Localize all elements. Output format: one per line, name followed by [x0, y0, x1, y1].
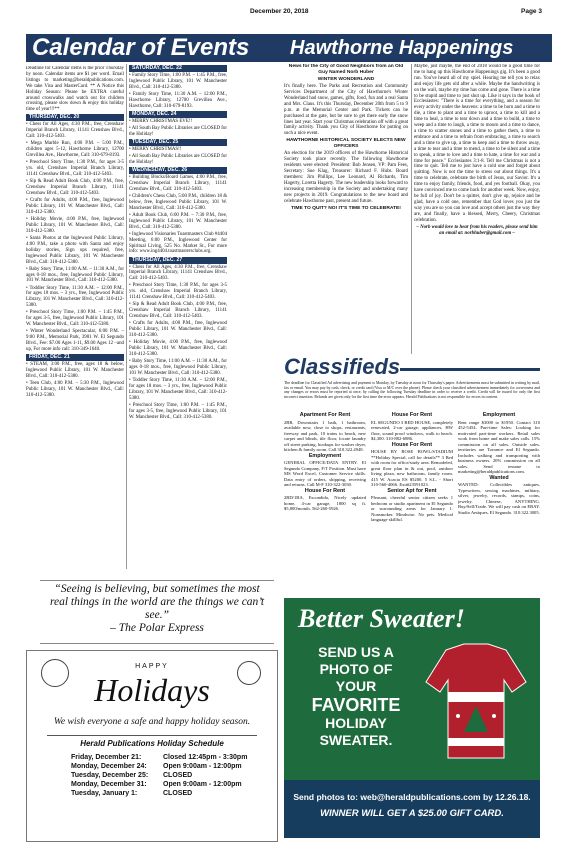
event-item: • Chess for All Ages, 4:30 P.M., free, Crenshaw Imperial Branch Library, 11141 Crenshaw Blvd., Call: 310-412-5403. — [26, 122, 124, 140]
classified-col-1 — [284, 412, 366, 587]
ad-body: 2BR, Downstairs 1 bath, 1 bathroom, available now, close to shops, restaurants, freeway and park, 10 trains to beach, new carpet and blinds, tile floor, locate laundry off street parking, hookups for washer dryer, kitchen & family room. Call 310.322.4948. — [284, 419, 366, 452]
article-paragraph: It's finally here. The Parks and Recreation and Community Services Department of the City of Hawthorne's Winter Wonderland had snow, games, gifts, food, fun and a real Santa and Mrs. Claus. It's this Thursday, December 20th from 5 to 9 p.m. at the Memorial Center and Park. Tickets can be purchased at the gate, but be sure to get there early the snow lines last year. Start your Christmas celebration off with a great family activity. Thank you City of Hawthorne for putting on such a nice event. — [284, 84, 408, 137]
snowflake-icon — [456, 714, 460, 718]
calendar-col-1 — [26, 66, 124, 569]
ad-body: 2BD/1BA, Escondido, Nicely updated home, 4-car garage, 1800 sq ft. $5,800/month. 562-260-5926. — [284, 495, 366, 511]
day-header: FRIDAY, DEC. 21 — [26, 354, 124, 361]
ad-body: Rent range $3000 to $1950. Contact 310 452-5454. Part-time Sales: Looking for motivated part-time workers. Retail sales work from home and make sales calls. 15% commission on all sales. Outside sales. territories are Torrance and El Segundo. Includes walking and transporting with business owners. 20% commission on all sales. Send resume to marketing@heraldpublications.com. — [458, 419, 540, 474]
schedule-row — [71, 780, 261, 789]
event-item: • Children's Chess Club, 5:00 P.M., children 18 & below, free, Inglewood Public Library, 101 W. Manchester Blvd., Call: 310-412-5380. — [129, 194, 227, 212]
section-head: HAWTHORNE HISTORICAL SOCIETY ELECTS NEW OFFICERS — [286, 138, 406, 150]
event-item: • MERRY CHRISTMAS EVE!! — [129, 119, 227, 125]
event-item: • Preschool Story Time, 1:30 P.M., for ages 3-5 yrs. old, Crenshaw Imperial Branch Library, 11141 Crenshaw Blvd., Call: 310-412-5403. — [129, 283, 227, 301]
event-item: • Inglewood Visionaries Toastmasters Club #4404 Meeting, 6:00 P.M., Inglewood Center for Spiritual Living, 525 No. Market St., For more info: www.ing4404.toastmastersclubs.org. — [129, 232, 227, 256]
holiday-wish: We wish everyone a safe and happy holiday season. — [53, 717, 251, 727]
hawthorne-title: Hawthorne Happenings — [290, 37, 514, 59]
event-item: • Family Story Time, 11:30 A.M. – 12:00 P.M., Hawthorne Library, 12700 Grevillea Ave., Hawthorne, Call: 310-679-8193. — [129, 92, 227, 110]
event-item: • Family Story Time, 1:00 P.M. – 1:45 P.M., free, Inglewood Public Library, 101 W. Manchester Blvd., Call: 310-412-5380. — [129, 73, 227, 91]
event-item: • Baby Story Time, 11:00 A.M. – 11:30 A.M., for ages 0-18 mos., free, Inglewood Public Library, 101 W. Manchester Blvd., Call: 310-412-5380. — [26, 267, 124, 285]
calendar-title: Calendar of Events — [32, 34, 250, 61]
classifieds-rule — [400, 368, 540, 371]
schedule-day: Tuesday, December 25: — [71, 772, 149, 779]
schedule-row — [71, 789, 261, 798]
page-number: Page 3 — [521, 8, 542, 15]
sweater-band — [448, 738, 504, 746]
event-item: • Building Blocks/Board Games, 4:00 P.M., free, Crenshaw Imperial Branch Library, 11141 Crenshaw Blvd., Call: 310-412-5403. — [129, 175, 227, 193]
day-header: TUESDAY, DEC. 25 — [129, 139, 227, 146]
event-item: • Holiday Movie, 4:00 P.M., free, Inglewood Public Library, 101 W. Manchester Blvd., Call: 310-412-5380. — [26, 217, 124, 235]
ad-category: Employment — [482, 412, 516, 418]
article-paragraph: An election for the 2019 officers of the Hawthorne Historical Society took place recently. The following Hawthorne residents were elected: President: Bob Jensen, VP: Pam Fees, Secretary: Sue Klag, Treasurer: Richard F. Hubs. Board members: Jim Phillips, Lee Leonard, Al Richards, Tim Hagerty, Loretta Hagerty. The new leadership looks forward to increasing membership in the Society and undertaking many new projects in 2019. Congratulations to the new board and celebrate Hawthorne past, present and future. — [284, 151, 408, 204]
classified-col-2 — [371, 412, 453, 587]
page-date: December 20, 2018 — [250, 8, 309, 15]
calendar-intro: Deadline for Calendar items is the prior Thursday by noon. Calendar items are $1 per word. Email listings to marketing@heraldpublications.com. We take Visa and MasterCard. ** A Notice this Holiday Season: Please be EXTRA careful around crosswalks and watch out for children crossing, please slow down & enjoy this holiday time of year!!!** — [26, 66, 124, 113]
schedule-divider — [47, 735, 257, 736]
schedule-status: Open 9:00am - 12:00pm — [163, 781, 242, 788]
classifieds-disclaimer: The deadline for Classified Ad advertising and payment is Monday, by Tuesday at noon for Thursday's paper. Advertisements must be submitted in writing by mail, fax or email. You may pay by cash, check, or credit card (Visa or M/C over the phone). Please check your classified advertisement immediately for correctness and any changes or errors must be reported at once, by calling the following Tuesday deadline in order to receive a credit. Credit will be issued for only the first incorrect insertion. Refunds are given only for the first time the error appears. Herald Publications is not responsible for errors in content. — [284, 381, 540, 399]
event-item: • Preschool Story Time, 1:30 P.M., for ages 3-5 yrs. old, Crenshaw Imperial Branch Library, 11141 Crenshaw Blvd., Call: 310-412-5403. — [26, 160, 124, 178]
holiday-ad — [26, 650, 278, 842]
hawthorne-banner — [284, 34, 552, 62]
column-divider — [126, 64, 127, 569]
ad-body: HOUSE BY ROSE BOWL/STADIUM **Holiday Special, call for details** 3 Bed with room for office/study area. Remodeled, great floor plan in & out, pool, outdoor living plaza, new bathroom, family room. 415 W. Acacia ES $5200. 5 S.L. - Short 310-560-4066. Exit#23591023. — [371, 449, 453, 487]
event-item: • All South Bay Public Libraries are CLOSED for the Holiday! — [129, 154, 227, 166]
schedule-table — [71, 753, 261, 798]
day-header: MONDAY, DEC. 24 — [129, 111, 227, 118]
event-item: • Toddler Story Time, 11:30 A.M. – 12:00 P.M., for ages 18 mos. – 3 yrs., free, Inglewood Public Library, 101 W. Manchester Blvd., Call: 310-412-5380. — [129, 378, 227, 402]
sweater-illustration — [424, 642, 528, 762]
sweater-send: Send photos to: web@heraldpublications.com by 12.26.18. — [293, 792, 531, 802]
schedule-day: Tuesday, January 1: — [71, 790, 138, 797]
calendar-banner — [26, 34, 288, 62]
section-head: WINTER WONDERLAND — [317, 77, 375, 82]
event-item: • Mega Marble Run, 4:00 P.M. – 5:00 P.M., children ages 5-12, Hawthorne Library, 12700 Grevillea Ave., Hawthorne, Call: 310-679-8193. — [26, 141, 124, 159]
event-item: • Sip & Read Adult Book Club, 4:00 P.M., free, Crenshaw Imperial Branch Library, 11141 Crenshaw Blvd., Call: 310-412-5403. — [129, 302, 227, 320]
day-header: THURSDAY, DEC. 20 — [26, 114, 124, 121]
event-item: • Teen Club, 4:00 P.M. – 5:30 P.M., Inglewood Public Library, 101 W. Manchester Blvd., Call: 310-412-5380. — [26, 381, 124, 399]
article-paragraph: Maybe, just maybe, the end of 2018 would be a good time for me to hang up this Hawthorne Happenings gig. It's been a good run. You've heard all of my spiel. Hearing me tell you to relax and enjoy life gets old after a while. Maybe the handwriting is on the wall, maybe my time has come and gone. There is a time to be stupid and time to just shut up. Like it says in the book of Ecclesiastes: "There is a time for everything, and a season for every activity under the heavens: a time to be born and a time to die, a time to plant and a time to uproot, a time to kill and a time to heal, a time to tear down and a time to build, a time to weep and a time to laugh, a time to mourn and a time to dance, a time to scatter stones and a time to gather them, a time to embrace and a time to refrain from embracing, a time to search and a time to give up, a time to keep and a time to throw away, a time to tear and a time to mend, a time to be silent and a time to speak, a time to love and a time to hate, a time for war and a time for peace." Ecclesiastes 3:1-8. Tell me Christmas is not a time to quit. Tell me to just have a cold one and forget about quitting. Now is not the time to stress out about things. It's a time to celebrate, celebrate the birth of Jesus, our Savior. It's a time to enjoy family, friends, food, and yes football. Okay, you have convinced me to come back for another week. Now, enjoy, be full of joy. Don't be a quitter, don't give up, rejoice and be glad, have a cold one, remember that God loves you just the way you are so you can love and accept others just the way they are, and finally, have a blessed, Merry, Cheery, Christmas celebration. — [414, 64, 540, 223]
ad-body: GENERAL OFFICE/DATA ENTRY. El Segundo Company, F/T Position. Must have MS Word Excel, Customer Service skills. Data entry of orders, shipping, receiving and returns. Call M-F 310-322-3030. — [284, 460, 366, 487]
event-item: • Adult Book Club, 6:00 P.M. – 7:30 P.M., free, Inglewood Public Library, 101 W. Manchester Blvd., Call: 310-412-5380. — [129, 213, 227, 231]
event-item: • Preschool Story Time, 1:00 P.M. – 1:45 P.M., for ages 3-5, free, Inglewood Public Library, 101 W. Manchester Blvd., Call: 310-412-5380. — [129, 403, 227, 421]
schedule-status: CLOSED — [163, 790, 193, 797]
event-item: • Crafts for Adults, 4:00 P.M., free, Inglewood Public Library, 101 W. Manchester Blvd., Call: 310-412-5380. — [26, 198, 124, 216]
quote-text: “Seeing is believing, but sometimes the most real things in the world are the things we can’t see.” — [49, 583, 265, 621]
ad-category: Wanted — [489, 474, 509, 481]
ad-body: WANTED: Collectibles antiques, Typewriters, sewing machines, military, silver, jewelry, records, stamps, coins, jewelry. Chinese, ANYTHING. Buy/Sell/Trade. We will pay cash on EBAY. Studio Antiques, El Segundo. 310.322.3005. — [458, 482, 540, 515]
schedule-row — [71, 762, 261, 771]
schedule-day: Monday, December 31: — [71, 781, 147, 788]
event-item: • Baby Story Time, 11:00 A.M. – 11:30 A.M., for ages 0-18 mos., free, Inglewood Public Library, 101 W. Manchester Blvd., Call: 310-412-5380. — [129, 359, 227, 377]
ad-category: Apartment For Rent — [299, 412, 351, 418]
calendar-col-2 — [129, 64, 227, 569]
sweater-ad — [284, 598, 540, 838]
hawthorne-subhead: News for the City of Good Neighbors from an Old Guy Named Norb Huber — [288, 64, 404, 75]
day-header: THURSDAY, DEC. 27 — [129, 257, 227, 264]
pitch-line: YOUR — [335, 678, 377, 694]
ad-category: Employment — [308, 452, 342, 459]
event-item: • Toddler Story Time, 11:30 A.M. – 12:00 P.M., for ages 18 mos. – 3 yrs., free, Inglewood Public Library, 101 W. Manchester Blvd., Call: 310-412-5380. — [26, 286, 124, 310]
article-signoff: – Norb would love to hear from his readers, please send him an email at: norbhuber@gmail.com – — [416, 224, 538, 236]
event-item: • Sip & Read Adult Book Club, 4:00 P.M., free, Crenshaw Imperial Branch Library, 11141 Crenshaw Blvd., Call: 310-412-5403. — [26, 179, 124, 197]
sweater-band — [448, 692, 504, 702]
ad-category: House For Rent — [304, 487, 346, 494]
event-item: • Winter Wonderland Spectacular, 6:00 P.M. – 9:00 P.M., Memorial Park, 3901 W. El Segundo Blvd., Fee: $7.00 Ages 1-11, $9.00 Ages 12 –and up, For more info call: 310-349-1640. — [26, 329, 124, 353]
sweater-title: Better Sweater! — [298, 604, 465, 633]
ad-body: EL SEGUNDO 3 BED HOUSE, completely renovated, 2-car garage, appliances, HW floor, sound proof windows, walk to beach. $4,300. 310-882-6886. — [371, 419, 453, 441]
sweater-pitch — [296, 644, 416, 749]
ad-category: Senior Apt for Rent — [387, 487, 437, 494]
event-item: • All South Bay Public Libraries are CLOSED for the Holiday! — [129, 126, 227, 138]
classifieds-title: Classifieds — [284, 354, 401, 379]
pitch-line: PHOTO OF — [319, 661, 393, 677]
sweater-prize: WINNER WILL GET A $25.00 GIFT CARD. — [320, 808, 504, 819]
event-item: • Preschool Story Time, 1:00 P.M. – 1:45 P.M., for ages 3-5, free, Inglewood Public Library, 101 W. Manchester Blvd., Call: 310-412-5380. — [26, 310, 124, 328]
pitch-line: HOLIDAY — [325, 715, 387, 731]
classified-col-3 — [458, 412, 540, 587]
ad-category: House For Rent — [391, 441, 433, 448]
ad-category: House For Rent — [391, 412, 433, 418]
event-item: • MERRY CHRISTMAS!! — [129, 147, 227, 153]
quote-attribution: – The Polar Express — [110, 622, 204, 634]
hawthorne-col-2 — [414, 64, 540, 354]
event-item: • Holiday Movie, 4:00 P.M., free, Inglewood Public Library, 101 W. Manchester Blvd., Call: 310-412-5380. — [129, 340, 227, 358]
day-header: SATURDAY, DEC. 22 — [129, 65, 227, 72]
event-item: • Chess for All Ages, 4:30 P.M., free, Crenshaw Imperial Branch Library, 11141 Crenshaw Blvd., Call: 310-412-5403. — [129, 265, 227, 283]
holiday-happy: HAPPY — [135, 663, 169, 670]
ad-body: Pleasant, cheerful senior citizen seeks 1 bedroom or studio apartment in El Segundo or surrounding areas for January 1. Nonsmoker. Mindwise. No pets. Medical language skillful. — [371, 495, 453, 522]
pitch-line: SWEATER. — [319, 732, 393, 748]
day-header: WEDNESDAY, DEC. 26 — [129, 167, 227, 174]
section-head: TIME TO QUIT? NO! IT'S TIME TO CELEBRATE! — [291, 205, 401, 211]
schedule-row — [71, 771, 261, 780]
pitch-line: SEND US A — [318, 644, 394, 660]
schedule-status: CLOSED — [163, 772, 193, 779]
hawthorne-col-1 — [284, 64, 408, 354]
schedule-day: Monday, December 24: — [71, 763, 147, 770]
snowflake-icon — [492, 714, 496, 718]
holiday-word: Holidays — [94, 672, 210, 708]
schedule-row — [71, 753, 261, 762]
event-item: • Santa Photos at the Inglewood Public Library, 4:00 P.M., take a photo with Santa and enjoy holiday stories, Sign ups required, free, Inglewood Public Library, 101 W. Manchester Blvd., Call: 310-412-5380. — [26, 236, 124, 266]
schedule-status: Closed 12:45pm - 3:30pm — [163, 754, 248, 761]
schedule-status: Open 9:00am - 12:00pm — [163, 763, 242, 770]
quote-box — [40, 580, 274, 644]
schedule-title: Herald Publications Holiday Schedule — [80, 739, 224, 748]
schedule-day: Friday, December 21: — [71, 754, 142, 761]
sweater-footer — [284, 780, 540, 838]
event-item: • STEAM, 3:00 P.M., free, ages 18 & below, Inglewood Public Library, 101 W. Manchester Blvd., Call: 310-412-5380. — [26, 362, 124, 380]
column-divider — [411, 64, 412, 354]
pitch-line: FAVORITE — [311, 695, 401, 715]
event-item: • Crafts for Adults, 4:00 P.M., free, Inglewood Public Library, 101 W. Manchester Blvd., Call: 310-412-5380. — [129, 321, 227, 339]
